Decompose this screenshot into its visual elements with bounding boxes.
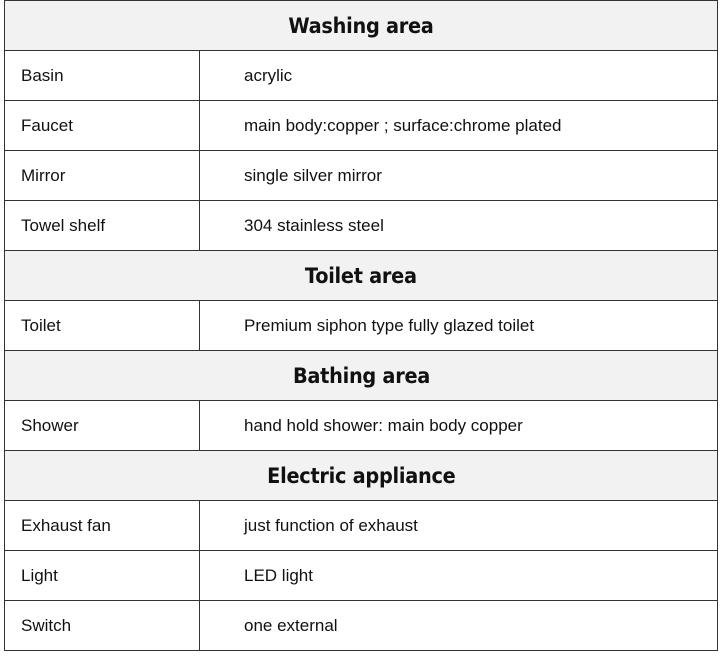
table-row [5,601,718,651]
section-header-washing-area [5,1,718,51]
item-label: Switch [5,601,200,651]
item-label: Mirror [5,151,200,201]
table-row [5,501,718,551]
item-value: one external [200,601,718,651]
section-header-toilet-area [5,251,718,301]
table-row [5,51,718,101]
item-label: Towel shelf [5,201,200,251]
item-value: single silver mirror [200,151,718,201]
table-row [5,101,718,151]
item-value: Premium siphon type fully glazed toilet [200,301,718,351]
table-row [5,401,718,451]
table-row [5,201,718,251]
item-label: Faucet [5,101,200,151]
section-header-bathing-area [5,351,718,401]
item-value: just function of exhaust [200,501,718,551]
item-label: Exhaust fan [5,501,200,551]
section-title: Washing area [288,13,434,38]
item-value: 304 stainless steel [200,201,718,251]
item-label: Toilet [5,301,200,351]
table-row [5,551,718,601]
item-label: Shower [5,401,200,451]
item-label: Light [5,551,200,601]
item-value: hand hold shower: main body copper [200,401,718,451]
item-value: main body:copper ; surface:chrome plated [200,101,718,151]
table-row [5,151,718,201]
section-header-electric-appliance [5,451,718,501]
spec-table [4,0,718,651]
section-title: Electric appliance [266,463,456,488]
section-title: Bathing area [292,363,430,388]
item-value: acrylic [200,51,718,101]
table-row [5,301,718,351]
item-value: LED light [200,551,718,601]
item-label: Basin [5,51,200,101]
section-title: Toilet area [305,263,417,288]
